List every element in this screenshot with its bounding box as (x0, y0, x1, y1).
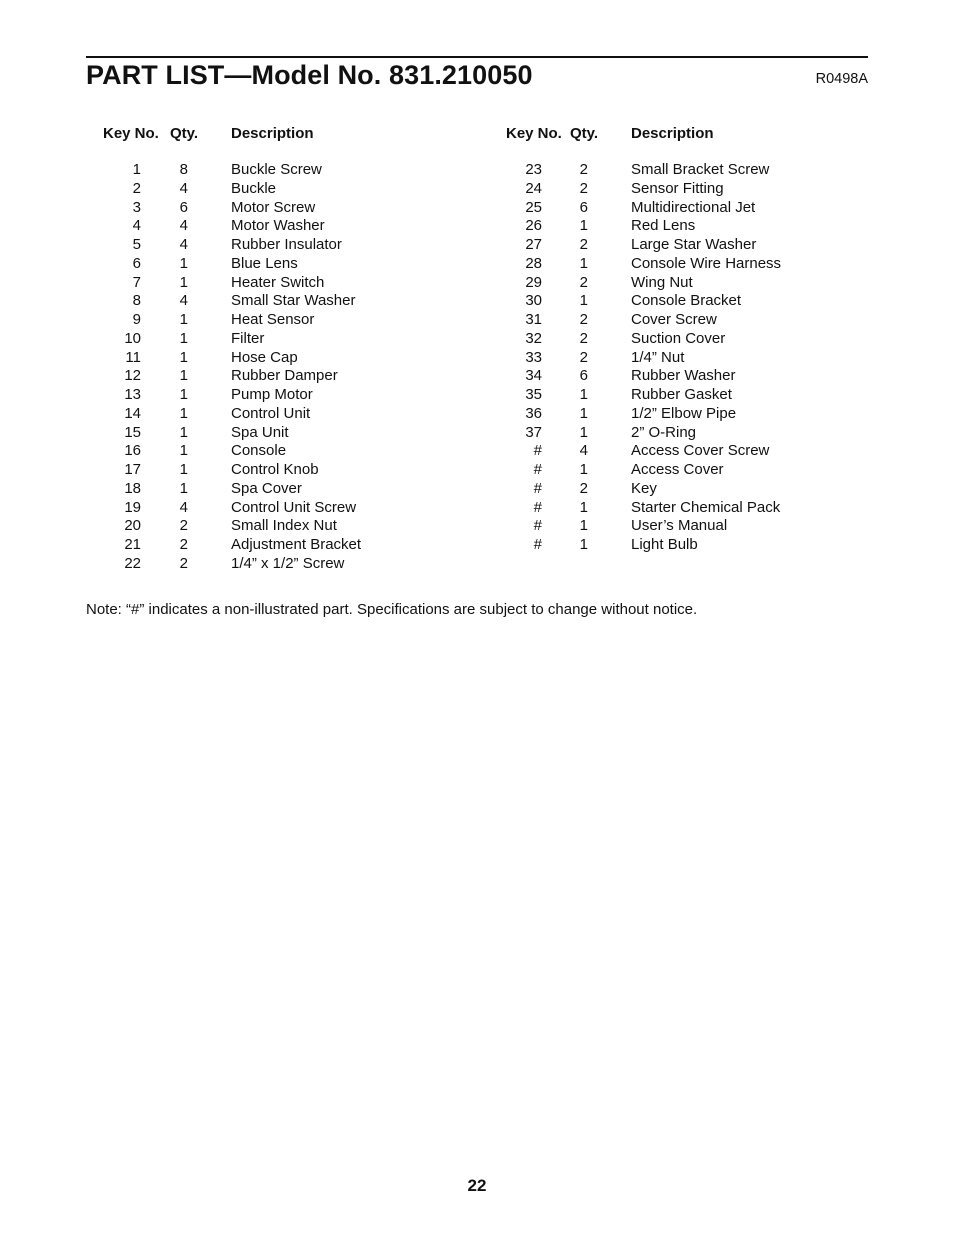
part-key-no: 10 (124, 329, 141, 347)
part-qty: 1 (579, 386, 588, 403)
part-key-no: # (533, 442, 542, 460)
part-qty: 1 (179, 273, 188, 291)
part-qty: 1 (179, 423, 188, 441)
part-qty: 2 (579, 311, 588, 328)
part-qty: 1 (579, 536, 588, 553)
part-key-no: 3 (132, 198, 141, 216)
part-qty: 6 (579, 198, 588, 216)
part-qty: 1 (579, 498, 588, 516)
part-description: Control Knob (231, 461, 319, 478)
part-description: Wing Nut (631, 273, 693, 291)
part-qty: 1 (579, 404, 588, 422)
part-qty: 2 (579, 273, 588, 291)
part-key-no: 31 (525, 311, 542, 328)
part-key-no: 32 (525, 329, 542, 347)
part-key-no: 8 (132, 292, 141, 310)
part-qty: 1 (179, 311, 188, 328)
part-description: Pump Motor (231, 386, 313, 403)
part-qty: 1 (179, 386, 188, 403)
part-description: 1/4” x 1/2” Screw (231, 554, 345, 572)
part-qty: 1 (179, 461, 188, 478)
part-qty: 6 (179, 198, 188, 216)
page-number: 22 (467, 1176, 487, 1195)
part-key-no: 2 (132, 179, 141, 197)
part-qty: 4 (179, 292, 188, 310)
part-qty: 1 (579, 517, 588, 535)
part-description: Buckle Screw (231, 161, 322, 178)
part-key-no: 6 (132, 254, 141, 272)
part-description: Access Cover Screw (631, 442, 770, 460)
part-key-no: 28 (525, 254, 542, 272)
part-description: Spa Unit (231, 423, 289, 441)
qty-header: Qty. (170, 125, 199, 142)
part-description: Small Index Nut (231, 517, 337, 535)
part-description: Spa Cover (231, 479, 302, 497)
part-qty: 8 (179, 161, 188, 178)
part-qty: 4 (579, 442, 588, 460)
part-qty: 2 (579, 179, 588, 197)
document-code: R0498A (815, 71, 868, 87)
part-qty: 4 (179, 498, 188, 516)
part-description: Rubber Washer (631, 367, 736, 385)
part-key-no: 37 (525, 423, 542, 441)
part-qty: 2 (579, 236, 588, 253)
part-description: Blue Lens (231, 254, 298, 272)
part-key-no: 35 (525, 386, 542, 403)
part-qty: 1 (179, 479, 188, 497)
part-key-no: 24 (525, 179, 542, 197)
part-qty: 1 (579, 423, 588, 441)
part-description: Motor Screw (231, 198, 316, 216)
part-key-no: 14 (124, 404, 141, 422)
part-description: Filter (231, 329, 265, 347)
part-description: Heat Sensor (231, 311, 315, 328)
part-description: Light Bulb (631, 536, 698, 553)
part-key-no: 15 (124, 423, 141, 441)
part-qty: 2 (579, 348, 588, 366)
part-description: Sensor Fitting (631, 179, 724, 197)
part-description: Adjustment Bracket (231, 536, 362, 553)
part-key-no: 26 (525, 217, 542, 235)
part-key-no: 16 (124, 442, 141, 460)
part-key-no: 34 (525, 367, 542, 385)
part-description: Rubber Damper (231, 367, 338, 385)
part-key-no: # (533, 536, 542, 553)
part-key-no: 7 (132, 273, 141, 291)
part-description: Control Unit Screw (231, 498, 357, 516)
part-description: Suction Cover (631, 329, 726, 347)
part-description: Rubber Insulator (231, 236, 342, 253)
part-key-no: 19 (124, 498, 141, 516)
part-key-no: 22 (124, 554, 141, 572)
description-header: Description (631, 125, 714, 142)
part-description: 2” O-Ring (631, 423, 697, 441)
part-key-no: 18 (124, 479, 141, 497)
part-qty: 6 (579, 367, 588, 385)
part-qty: 2 (179, 536, 188, 553)
key-no-header: Key No. (506, 125, 562, 142)
part-qty: 1 (579, 217, 588, 235)
part-key-no: 5 (132, 236, 141, 253)
part-qty: 1 (179, 329, 188, 347)
part-qty: 2 (579, 161, 588, 178)
part-description: Console (231, 442, 287, 460)
part-key-no: # (533, 498, 542, 516)
part-qty: 2 (179, 517, 188, 535)
part-qty: 2 (579, 329, 588, 347)
qty-header: Qty. (570, 125, 599, 142)
part-qty: 1 (179, 404, 188, 422)
part-qty: 4 (179, 217, 188, 235)
part-qty: 1 (179, 254, 188, 272)
part-qty: 1 (179, 348, 188, 366)
part-qty: 1 (179, 367, 188, 385)
part-description: Motor Washer (231, 217, 325, 235)
description-header: Description (231, 125, 314, 142)
part-description: Hose Cap (231, 348, 298, 366)
part-description: Red Lens (631, 217, 696, 235)
part-key-no: 21 (124, 536, 141, 553)
part-key-no: 12 (124, 367, 141, 385)
part-description: Small Star Washer (231, 292, 356, 310)
part-qty: 1 (179, 442, 188, 460)
part-description: User’s Manual (631, 517, 728, 535)
part-description: 1/2” Elbow Pipe (631, 404, 737, 422)
key-no-header: Key No. (103, 125, 159, 142)
part-key-no: 9 (132, 311, 141, 328)
part-description: Key (631, 479, 657, 497)
part-qty: 1 (579, 254, 588, 272)
part-key-no: 4 (132, 217, 141, 235)
part-description: Multidirectional Jet (631, 198, 756, 216)
part-key-no: 36 (525, 404, 542, 422)
part-description: Large Star Washer (631, 236, 757, 253)
part-qty: 2 (579, 479, 588, 497)
part-description: Console Bracket (631, 292, 742, 310)
part-key-no: 30 (525, 292, 542, 310)
part-key-no: # (533, 479, 542, 497)
part-key-no: 11 (125, 348, 141, 366)
part-key-no: 1 (132, 161, 141, 178)
part-key-no: 20 (124, 517, 141, 535)
part-key-no: 33 (525, 348, 542, 366)
part-key-no: # (533, 461, 542, 478)
part-description: Control Unit (231, 404, 311, 422)
part-qty: 4 (179, 236, 188, 253)
part-description: Rubber Gasket (631, 386, 732, 403)
part-description: Small Bracket Screw (631, 161, 770, 178)
part-qty: 1 (579, 292, 588, 310)
part-qty: 4 (179, 179, 188, 197)
part-description: Buckle (231, 179, 277, 197)
part-key-no: 17 (124, 461, 141, 478)
part-description: 1/4” Nut (631, 348, 685, 366)
part-description: Cover Screw (631, 311, 717, 328)
part-key-no: 13 (124, 386, 141, 403)
part-key-no: 25 (525, 198, 542, 216)
page-title: PART LIST—Model No. 831.210050 (86, 60, 533, 90)
part-key-no: 23 (525, 161, 542, 178)
part-description: Starter Chemical Pack (631, 498, 781, 516)
part-key-no: # (533, 517, 542, 535)
part-key-no: 27 (525, 236, 542, 253)
part-description: Access Cover (631, 461, 724, 478)
footnote: Note: “#” indicates a non-illustrated part. Specifications are subject to change without notice. (86, 601, 698, 618)
part-description: Console Wire Harness (631, 254, 782, 272)
part-description: Heater Switch (231, 273, 325, 291)
part-key-no: 29 (525, 273, 542, 291)
part-qty: 1 (579, 461, 588, 478)
part-qty: 2 (179, 554, 188, 572)
